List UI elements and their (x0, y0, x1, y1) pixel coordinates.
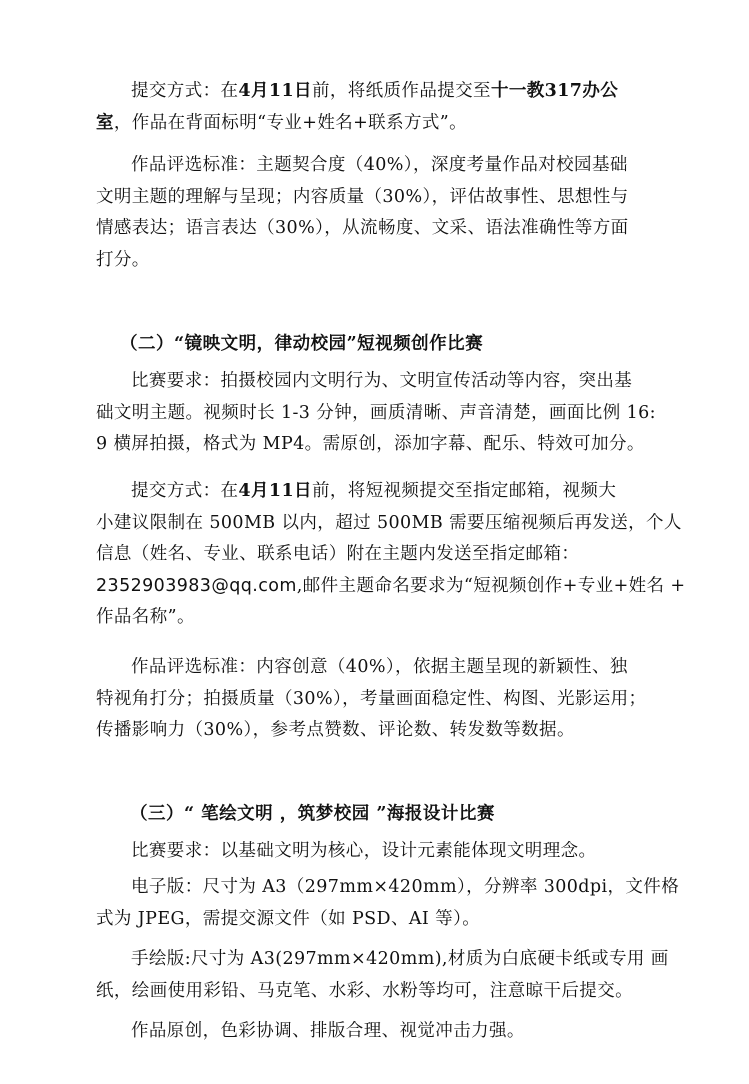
section1-criteria-line: 文明主题的理解与呈现；内容质量（30%），评估故事性、思想性与 (96, 186, 629, 207)
section1-submit-line1 (96, 76, 652, 108)
section3-handdrawn-line: 纸，绘画使用彩铅、马克笔、水彩、水粉等均可，注意晾干后提交。 (96, 980, 633, 1001)
section1-criteria-line: 情感表达；语言表达（30%），从流畅度、文采、语法准确性等方面 (96, 218, 629, 238)
section3-digital-paragraph (96, 872, 680, 935)
section1-criteria-line: 打分。 (96, 249, 150, 270)
section1-criteria-paragraph (96, 150, 652, 276)
section3-digital-line: 式为 JPEG，需提交源文件（如 PSD、AI 等）。 (96, 908, 481, 929)
section2-criteria-line: 作品评选标准：内容创意（40%），依据主题呈现的新颖性、独 (131, 657, 628, 677)
section3-handdrawn-line: 手绘版:尺寸为 A3(297mm×420mm),材质为白底硬卡纸或专用 画 (131, 949, 669, 969)
section3-digital-line: 电子版：尺寸为 A3（297mm×420mm），分辨率 300dpi，文件格 (131, 877, 680, 897)
section3-requirement-line: 比赛要求：以基础文明为核心，设计元素能体现文明理念。 (131, 841, 597, 861)
section1-submit-mid: 前，将纸质作品提交至 (311, 81, 491, 101)
section2-submit-line: 信息（姓名、专业、联系电话）附在主题内发送至指定邮箱： (96, 544, 580, 564)
section2-criteria-line: 传播影响力（30%），参考点赞数、评论数、转发数等数据。 (96, 720, 575, 740)
section3-requirement-paragraph (96, 836, 652, 868)
section1-submit-place: 十一教317办公 (490, 81, 619, 101)
section2-criteria-paragraph (96, 652, 652, 747)
section2-submit-line1 (96, 476, 652, 508)
section2-submit-tail: 前，将短视频提交至指定邮箱，视频大 (311, 481, 617, 501)
section2-criteria-line: 特视角打分；拍摄质量（30%），考量画面稳定性、构图、光影运用； (96, 688, 647, 709)
section1-submit-lead: 提交方式：在 (131, 81, 239, 101)
section2-requirement-line: 比赛要求：拍摄校园内文明行为、文明宣传活动等内容，突出基 (131, 371, 633, 391)
section3-heading: （三）“ 笔绘文明 ，筑梦校园 ”海报设计比赛 (130, 804, 495, 824)
section2-email-line (96, 571, 686, 603)
section2-heading: （二）“镜映文明，律动校园”短视频创作比赛 (120, 334, 484, 354)
section2-requirement-line: 9 横屏拍摄，格式为 MP4。需原创，添加字幕、配乐、特效可加分。 (96, 434, 645, 454)
section3-original-line: 作品原创，色彩协调、排版合理、视觉冲击力强。 (131, 1021, 525, 1041)
section1-submit-paragraph (96, 76, 652, 139)
section1-criteria-line: 作品评选标准：主题契合度（40%），深度考量作品对校园基础 (131, 155, 628, 175)
section3-handdrawn-paragraph (96, 944, 669, 1007)
section1-submit-place-cont: 室 (96, 112, 114, 133)
section1-submit-tail: ，作品在背面标明“专业+姓名+联系方式”。 (113, 112, 468, 133)
section2-submit-line: 小建议限制在 500MB 以内，超过 500MB 需要压缩视频后再发送，个人 (96, 512, 682, 533)
section1-submit-line2 (96, 108, 652, 140)
section2-submit-lead: 提交方式：在 (131, 481, 239, 501)
section2-requirement-line: 础文明主题。视频时长 1-3 分钟，画质清晰、声音清楚，画面比例 16: (96, 402, 656, 423)
contact-email: 2352903983@qq.com (96, 575, 297, 596)
section2-submit-paragraph (96, 476, 686, 634)
section2-email-tail: ,邮件主题命名要求为“短视频创作+专业+姓名 + (296, 575, 686, 596)
section3-original-paragraph (96, 1016, 652, 1048)
section2-submit-date: 4月11日 (238, 481, 312, 501)
section2-requirements-paragraph (96, 366, 656, 461)
section2-submit-last: 作品名称”。 (96, 607, 195, 627)
section1-submit-date: 4月11日 (238, 81, 312, 101)
